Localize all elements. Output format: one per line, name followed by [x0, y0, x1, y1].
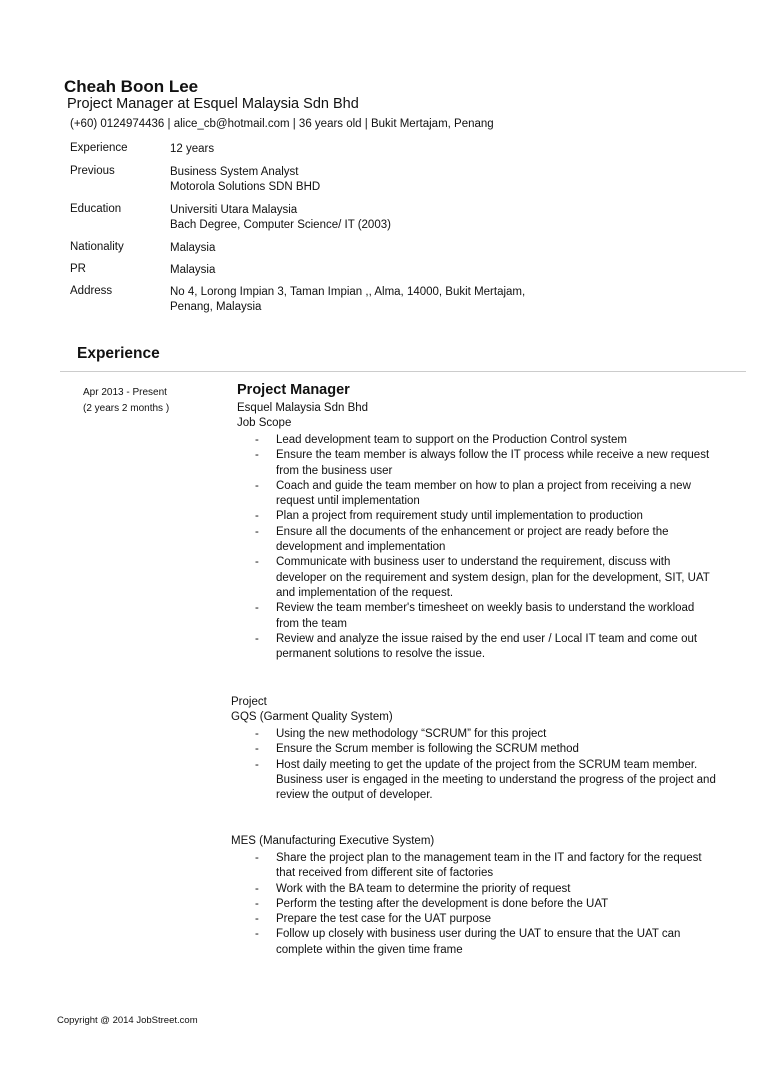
list-item: - Review the team member's timesheet on weekly basis to understand the workload from the team: [255, 601, 716, 632]
job-duration: (2 years 2 months ): [83, 403, 170, 414]
list-item: - Follow up closely with business user during the UAT to ensure that the UAT can complete within the given time frame: [255, 927, 716, 958]
list-item: - Communicate with business user to understand the requirement, discuss with developer on the requirement and system design, plan for the development, SIT, UAT and implementation of the request.: [255, 555, 716, 601]
previous-company: Motorola Solutions SDN BHD: [170, 181, 321, 193]
education-label: Education: [70, 203, 122, 215]
list-item: - Ensure the Scrum member is following the SCRUM method: [255, 742, 716, 757]
list-item: - Work with the BA team to determine the priority of request: [255, 882, 716, 897]
list-item: - Review and analyze the issue raised by the end user / Local IT team and come out permanent solutions to resolve the issue.: [255, 632, 716, 663]
pr-value: Malaysia: [170, 264, 216, 276]
list-item: - Coach and guide the team member on how to plan a project from receiving a new request until implementation: [255, 479, 716, 510]
education-degree: Bach Degree, Computer Science/ IT (2003): [170, 219, 391, 231]
address-line-1: No 4, Lorong Impian 3, Taman Impian ,, Alma, 14000, Bukit Mertajam,: [170, 286, 526, 298]
list-item: - Share the project plan to the management team in the IT and factory for the request that received from different site of factories: [255, 851, 716, 882]
job-title: Project Manager: [237, 382, 350, 398]
gqs-list: [255, 727, 716, 803]
candidate-name: Cheah Boon Lee: [64, 77, 199, 96]
mes-project-title: MES (Manufacturing Executive System): [231, 835, 435, 847]
list-item: - Ensure all the documents of the enhancement or project are ready before the development and implementation: [255, 525, 716, 556]
job-date-range: Apr 2013 - Present: [83, 387, 167, 398]
previous-label: Previous: [70, 165, 115, 177]
experience-section-title: Experience: [77, 345, 160, 362]
section-divider: [60, 371, 746, 372]
job-scope-label: Job Scope: [237, 417, 292, 429]
education-school: Universiti Utara Malaysia: [170, 204, 298, 216]
list-item: - Host daily meeting to get the update of the project from the SCRUM team member. Business user is engaged in the meeting to understand the progress of the project and review the output of developer.: [255, 758, 716, 804]
experience-value: 12 years: [170, 143, 215, 155]
nationality-value: Malaysia: [170, 242, 216, 254]
nationality-label: Nationality: [70, 241, 124, 253]
pr-label: PR: [70, 263, 86, 275]
list-item: - Prepare the test case for the UAT purpose: [255, 912, 716, 927]
mes-list: [255, 851, 716, 958]
list-item: - Perform the testing after the development is done before the UAT: [255, 897, 716, 912]
list-item: - Plan a project from requirement study until implementation to production: [255, 509, 716, 524]
candidate-headline: Project Manager at Esquel Malaysia Sdn Bhd: [67, 96, 359, 112]
list-item: - Using the new methodology “SCRUM” for this project: [255, 727, 716, 742]
address-line-2: Penang, Malaysia: [170, 301, 262, 313]
job-company: Esquel Malaysia Sdn Bhd: [237, 402, 369, 414]
gqs-project-title: GQS (Garment Quality System): [231, 711, 393, 723]
project-label: Project: [231, 696, 267, 708]
list-item: - Lead development team to support on the Production Control system: [255, 433, 716, 448]
address-label: Address: [70, 285, 113, 297]
contact-line: (+60) 0124974436 | alice_cb@hotmail.com | 36 years old | Bukit Mertajam, Penang: [70, 118, 494, 130]
experience-label: Experience: [70, 142, 128, 154]
copyright-footer: Copyright @ 2014 JobStreet.com: [57, 1015, 198, 1026]
list-item: - Ensure the team member is always follow the IT process while receive a new request from the business user: [255, 448, 716, 479]
job-scope-list: [255, 433, 716, 662]
previous-role: Business System Analyst: [170, 166, 299, 178]
